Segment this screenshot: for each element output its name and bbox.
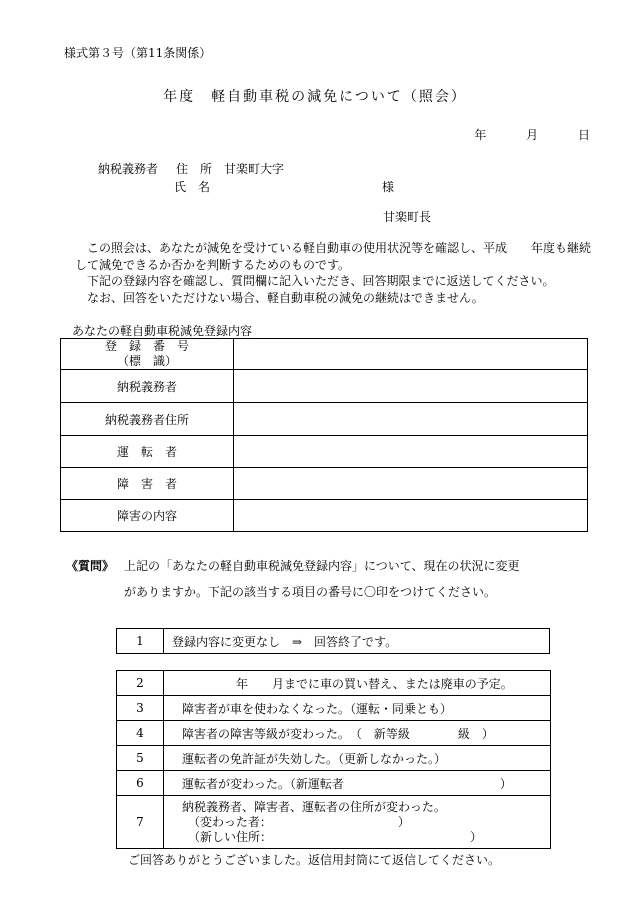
option-7-new-address: （新しい住所： ） xyxy=(188,829,483,844)
disabled-person-value[interactable] xyxy=(234,468,588,500)
date-year: 年 xyxy=(474,128,487,142)
disabled-person-label: 障 害 者 xyxy=(61,468,234,500)
taxpayer-role: 納税義務者 xyxy=(98,162,159,176)
address-value: 甘楽町大字 xyxy=(224,162,285,176)
table-row xyxy=(117,696,551,721)
registration-number-label-main: 登 録 番 号 xyxy=(104,339,189,353)
taxpayer-address-value[interactable] xyxy=(234,403,588,436)
option-3-number[interactable]: 3 xyxy=(117,696,164,721)
registration-heading: あなたの軽自動車税減免登録内容 xyxy=(72,324,253,338)
question-line-1: 上記の「あなたの軽自動車税減免登録内容」について、現在の状況に変更 xyxy=(124,559,520,573)
option-3-text: 障害者が車を使わなくなった。（運転・同乗とも） xyxy=(164,696,551,721)
page-title: 年度 軽自動車税の減免について（照会） xyxy=(163,89,467,105)
options-table xyxy=(116,670,551,849)
table-row xyxy=(117,629,550,654)
taxpayer-address-label: 納税義務者住所 xyxy=(61,403,234,436)
table-row xyxy=(117,721,551,746)
question-marker: 《質問》 xyxy=(66,559,115,573)
option-7-changed-person: （変わった者： ） xyxy=(188,814,410,829)
closing-message: ご回答ありがとうございました。返信用封筒にて返信してください。 xyxy=(128,853,501,867)
table-row xyxy=(61,403,588,436)
date-line xyxy=(448,126,590,143)
registration-table xyxy=(60,338,588,532)
table-row xyxy=(117,771,551,796)
option-6-text: 運転者が変わった。（新運転者 ） xyxy=(164,771,551,796)
registration-number-sublabel: （標 識） xyxy=(116,354,177,368)
option-1-text: 登録内容に変更なし ⇒ 回答終了です。 xyxy=(164,629,550,654)
driver-label: 運 転 者 xyxy=(61,436,234,468)
form-number: 様式第３号（第11条関係） xyxy=(64,46,212,60)
option-4-number[interactable]: 4 xyxy=(117,721,164,746)
table-row xyxy=(61,500,588,532)
taxpayer-value[interactable] xyxy=(234,370,588,403)
issuer-name: 甘楽町長 xyxy=(383,210,432,224)
option-5-text: 運転者の免許証が失効した。（更新しなかった。） xyxy=(164,746,551,771)
option-7-text xyxy=(164,796,551,849)
intro-paragraph-2: 下記の登録内容を確認し、質問欄に記入いただき、回答期限までに返送してください。 xyxy=(87,274,555,288)
honorific-sama: 様 xyxy=(382,180,395,194)
name-label: 氏 名 xyxy=(174,180,211,194)
option-6-number[interactable]: 6 xyxy=(117,771,164,796)
table-row xyxy=(117,796,551,849)
option-1-table xyxy=(116,628,550,654)
disability-content-label: 障害の内容 xyxy=(61,500,234,532)
option-2-text: 年 月までに車の買い替え、または廃車の予定。 xyxy=(164,671,551,696)
table-row xyxy=(61,468,588,500)
option-1-number[interactable]: 1 xyxy=(117,629,164,654)
table-row xyxy=(61,339,588,370)
option-7-number[interactable]: 7 xyxy=(117,796,164,849)
table-row xyxy=(61,370,588,403)
option-5-number[interactable]: 5 xyxy=(117,746,164,771)
address-label: 住 所 xyxy=(176,162,213,176)
date-month: 月 xyxy=(526,128,539,142)
table-row xyxy=(117,746,551,771)
driver-value[interactable] xyxy=(234,436,588,468)
registration-number-value[interactable] xyxy=(234,339,588,370)
intro-paragraph-1: この照会は、あなたが減免を受けている軽自動車の使用状況等を確認し、平成 年度も継続して減免できるか否かを判断するためのものです。 xyxy=(75,241,592,272)
option-7-main: 納税義務者、障害者、運転者の住所が変わった。 xyxy=(182,799,446,814)
intro-paragraph-3: なお、回答をいただけない場合、軽自動車税の減免の継続はできません。 xyxy=(87,291,484,305)
option-4-text: 障害者の障害等級が変わった。 （ 新等級 級 ） xyxy=(164,721,551,746)
date-day: 日 xyxy=(577,128,590,142)
disability-content-value[interactable] xyxy=(234,500,588,532)
table-row xyxy=(61,436,588,468)
option-2-number[interactable]: 2 xyxy=(117,671,164,696)
registration-number-label xyxy=(61,339,234,370)
question-line-2: がありますか。下記の該当する項目の番号に〇印をつけてください。 xyxy=(124,585,497,599)
taxpayer-label: 納税義務者 xyxy=(61,370,234,403)
table-row xyxy=(117,671,551,696)
